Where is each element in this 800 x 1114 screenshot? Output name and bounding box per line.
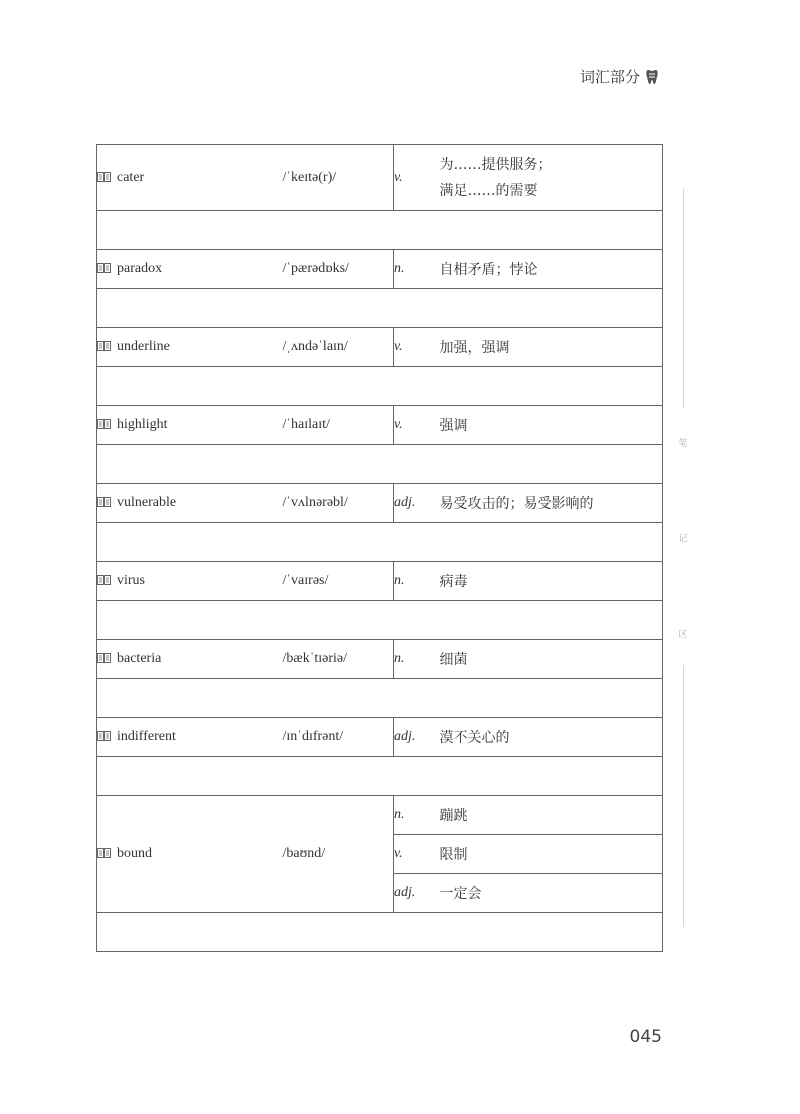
note-blank-row [97,757,663,796]
word-text: virus [117,573,145,588]
word-text: vulnerable [117,495,177,510]
blank-cell [97,757,663,796]
word-text: indifferent [117,729,176,744]
definition-cell [440,250,663,289]
word-cell [97,145,283,211]
word-cell [97,640,283,679]
part-of-speech: v. [394,406,440,445]
note-blank-row [97,679,663,718]
word-text: bacteria [117,651,162,666]
phonetic-text: /ˌʌndəˈlaɪn/ [283,328,394,367]
blank-cell [97,601,663,640]
note-blank-row [97,289,663,328]
definition-text: 加强，强调 [439,340,510,356]
definition-cell [440,874,663,913]
definition-cell [440,406,663,445]
blank-cell [97,679,663,718]
note-blank-row [97,523,663,562]
phonetic-text: /baʊnd/ [283,796,394,913]
book-icon [97,652,111,662]
blank-cell [97,523,663,562]
definition-text: 为……提供服务； [439,156,552,173]
note-blank-row [97,913,663,952]
part-of-speech: adj. [394,874,440,913]
definition-text: 病毒 [439,574,468,590]
word-cell [97,406,283,445]
phonetic-text: /ˈvʌlnərəbl/ [283,484,394,523]
table-row [97,718,663,757]
book-icon [97,418,111,428]
word-cell [97,718,283,757]
phonetic-text: /bækˈtɪəriə/ [283,640,394,679]
definition-text: 漠不关心的 [439,730,510,746]
phonetic-text: /ˈhaɪlaɪt/ [283,406,394,445]
book-icon [97,847,111,857]
part-of-speech: n. [394,250,440,289]
word-cell [97,484,283,523]
table-row [97,328,663,367]
blank-cell [97,445,663,484]
phonetic-text: /ˈpærədɒks/ [283,250,394,289]
part-of-speech: n. [394,640,440,679]
definition-cell [440,640,663,679]
word-text: paradox [117,261,163,276]
table-row [97,640,663,679]
word-cell [97,562,283,601]
book-icon [97,574,111,584]
table-row [97,796,663,835]
book-icon [97,262,111,272]
definition-text: 易受攻击的；易受影响的 [439,496,594,512]
part-of-speech: v. [394,145,440,211]
note-blank-row [97,445,663,484]
part-of-speech: v. [394,835,440,874]
blank-cell [97,367,663,406]
table-row [97,484,663,523]
table-row [97,406,663,445]
definition-text: 满足……的需要 [439,182,538,199]
note-blank-row [97,367,663,406]
part-of-speech: adj. [394,484,440,523]
definition-cell [440,718,663,757]
note-area-char: 笔 [678,439,688,449]
phonetic-text: /ˈkeɪtə(r)/ [283,145,394,211]
note-area-char: 记 [678,534,688,544]
word-text: underline [117,339,170,354]
definition-cell [440,796,663,835]
table-row [97,562,663,601]
definition-cell [440,328,663,367]
word-text: cater [117,169,145,185]
vocabulary-table [96,144,663,952]
book-icon [97,340,111,350]
word-cell [97,328,283,367]
tooth-emblem-icon [645,68,659,86]
note-area-line-bottom [683,665,684,927]
definition-cell [440,145,663,211]
phonetic-text: /ˈvaɪrəs/ [283,562,394,601]
table-row [97,145,663,211]
definition-cell [440,484,663,523]
page-number: 045 [629,1027,662,1047]
definition-text: 细菌 [439,652,468,668]
definition-text: 一定会 [439,886,482,902]
blank-cell [97,211,663,250]
word-cell [97,250,283,289]
definition-text: 蹦跳 [439,808,468,824]
part-of-speech: adj. [394,718,440,757]
note-blank-row [97,601,663,640]
book-icon [97,171,111,181]
book-icon [97,730,111,740]
word-text: highlight [117,417,168,432]
table-row [97,250,663,289]
part-of-speech: n. [394,562,440,601]
part-of-speech: v. [394,328,440,367]
note-blank-row [97,211,663,250]
definition-cell [440,562,663,601]
part-of-speech: n. [394,796,440,835]
definition-text: 强调 [439,418,468,434]
section-title: 词汇部分 [579,68,640,86]
definition-text: 自相矛盾；悖论 [439,262,538,278]
definition-text: 限制 [439,847,468,863]
note-area-line-top [683,188,684,408]
blank-cell [97,289,663,328]
word-text: bound [117,846,152,861]
blank-cell [97,913,663,952]
book-icon [97,496,111,506]
phonetic-text: /ɪnˈdɪfrənt/ [283,718,394,757]
word-cell [97,796,283,913]
definition-cell [440,835,663,874]
note-area-char: 区 [678,630,688,640]
